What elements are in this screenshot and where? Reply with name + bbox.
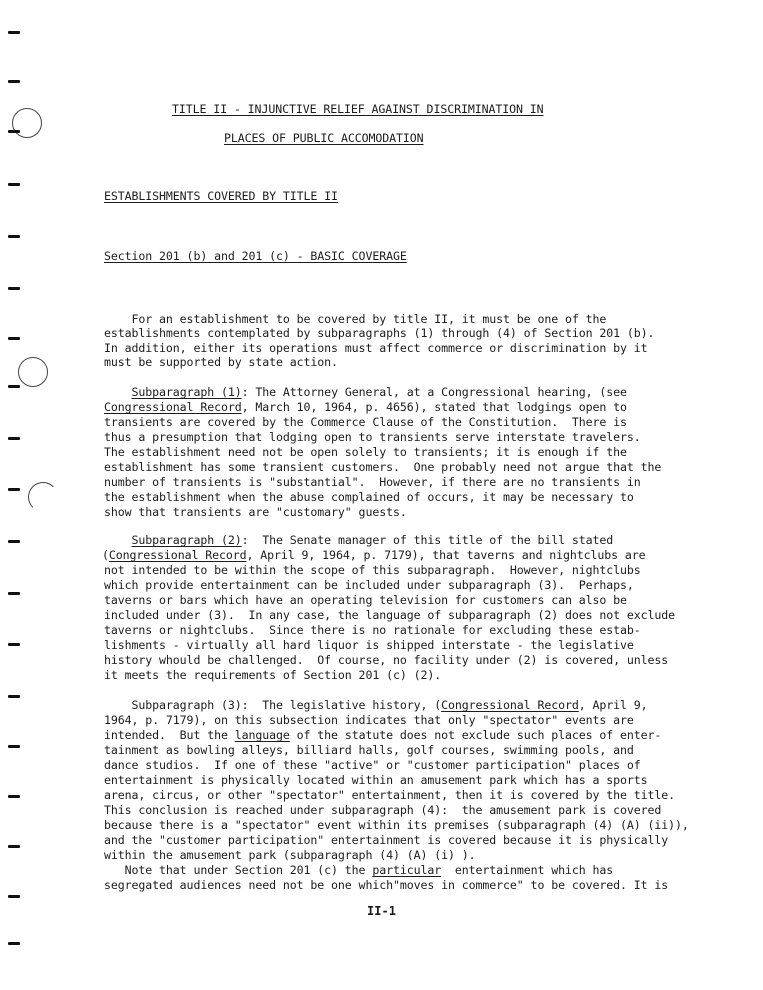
text-line: For an establishment to be covered by title II, it must be one of the <box>104 312 607 326</box>
text-span: , March 10, 1964, p. 4656), stated that lodgings open to <box>241 400 627 414</box>
text-line: it meets the requirements of Section 201 (c) (2). <box>104 668 442 682</box>
margin-mark <box>8 895 20 898</box>
margin-mark <box>8 183 20 186</box>
text-line <box>104 698 648 713</box>
margin-mark <box>8 942 20 945</box>
text-line: within the amusement park (subparagraph (4) (A) (i) ). <box>104 848 476 862</box>
text-line: The establishment need not be open solely to transients; it is enough if the <box>104 445 627 459</box>
text-line <box>102 548 646 563</box>
title-line-2: PLACES OF PUBLIC ACCOMODATION <box>224 131 424 145</box>
margin-mark <box>8 130 20 133</box>
text-line: entertainment is physically located within an amusement park which has a sports <box>104 773 648 787</box>
text-span: Subparagraph (3): The legislative history, ( <box>104 698 442 712</box>
margin-mark <box>8 437 20 440</box>
margin-mark <box>8 31 20 34</box>
text-line: tainment as bowling alleys, billiard halls, golf courses, swimming pools, and <box>104 743 634 757</box>
margin-mark <box>8 695 20 698</box>
citation: Congressional Record <box>108 548 247 562</box>
citation: Congressional Record <box>104 400 242 414</box>
text-span: Note that under Section 201 (c) the <box>104 863 373 877</box>
margin-mark <box>8 643 20 646</box>
margin-mark <box>8 287 20 290</box>
text-line: history whould be challenged. Of course, no facility under (2) is covered, unless <box>104 653 669 667</box>
text-line: number of transients is "substantial". However, if there are no transients in <box>104 475 641 489</box>
binder-hole <box>12 108 42 138</box>
text-line: In addition, either its operations must affect commerce or discrimination by it <box>104 341 648 355</box>
text-line: establishment has some transient customers. One probably need not argue that the <box>104 460 662 474</box>
text-line: dance studios. If one of these "active" or "customer participation" places of <box>104 758 641 772</box>
text-line: thus a presumption that lodging open to transients serve interstate travelers. <box>104 430 641 444</box>
text-span: : The Attorney General, at a Congressional hearing, (see <box>241 385 627 399</box>
text-span: entertainment which has <box>441 863 614 877</box>
binder-hole <box>28 482 58 512</box>
citation: Congressional Record <box>441 698 579 712</box>
text-line: and the "customer participation" entertainment is covered because it is physically <box>104 833 669 847</box>
text-line: show that transients are "customary" guests. <box>104 505 407 519</box>
margin-mark <box>8 80 20 83</box>
margin-mark <box>8 745 20 748</box>
text-line <box>104 400 627 415</box>
text-line: not intended to be within the scope of this subparagraph. However, nightclubs <box>104 563 641 577</box>
margin-mark <box>8 795 20 798</box>
text-line: lishments - virtually all hard liquor is shipped interstate - the legislative <box>104 638 634 652</box>
text-line: 1964, p. 7179), on this subsection indicates that only "spectator" events are <box>104 713 634 727</box>
text-span: intended. But the <box>104 728 235 742</box>
text-line <box>104 728 661 743</box>
subparagraph-label: Subparagraph (2) <box>131 533 242 547</box>
margin-mark <box>8 235 20 238</box>
text-line: taverns or nightclubs. Since there is no rationale for excluding these estab- <box>104 623 641 637</box>
margin-mark <box>8 337 20 340</box>
section-heading: ESTABLISHMENTS COVERED BY TITLE II <box>104 189 338 203</box>
text-span: ( <box>102 548 109 562</box>
text-line: taverns or bars which have an operating television for customers can also be <box>104 593 627 607</box>
subparagraph-label: Subparagraph (1) <box>131 385 242 399</box>
margin-mark <box>8 845 20 848</box>
margin-mark <box>8 540 20 543</box>
text-span: , April 9, <box>578 698 648 712</box>
text-span: of the statute does not exclude such places of enter- <box>289 728 662 742</box>
text-line: This conclusion is reached under subparagraph (4): the amusement park is covered <box>104 803 662 817</box>
emphasis: language <box>234 728 290 742</box>
text-span: , April 9, 1964, p. 7179), that taverns and nightclubs are <box>246 548 646 562</box>
text-line: establishments contemplated by subparagraphs (1) through (4) of Section 201 (b). <box>104 326 655 340</box>
binder-hole <box>18 357 48 387</box>
text-line <box>104 385 627 400</box>
text-line: which provide entertainment can be included under subparagraph (3). Perhaps, <box>104 578 634 592</box>
text-line: arena, circus, or other "spectator" entertainment, then it is covered by the title. <box>104 788 676 802</box>
margin-mark <box>8 488 20 491</box>
margin-mark <box>8 592 20 595</box>
text-span: : The Senate manager of this title of the bill stated <box>241 533 614 547</box>
margin-mark <box>8 385 20 388</box>
text-line: the establishment when the abuse complained of occurs, it may be necessary to <box>104 490 634 504</box>
text-line: transients are covered by the Commerce Clause of the Constitution. There is <box>104 415 627 429</box>
emphasis: particular <box>372 863 442 877</box>
title-line-1: TITLE II - INJUNCTIVE RELIEF AGAINST DISCRIMINATION IN <box>172 102 544 116</box>
text-line: segregated audiences need not be one which"moves in commerce" to be covered. It is <box>104 878 669 892</box>
text-line: because there is a "spectator" event within its premises (subparagraph (4) (A) (ii)), <box>104 818 689 832</box>
subsection-heading: Section 201 (b) and 201 (c) - BASIC COVERAGE <box>104 249 407 263</box>
text-line: included under (3). In any case, the language of subparagraph (2) does not exclude <box>104 608 676 622</box>
page-number: II-1 <box>367 904 396 918</box>
text-line <box>104 863 613 878</box>
text-line: must be supported by state action. <box>104 355 338 369</box>
text-line <box>104 533 613 548</box>
